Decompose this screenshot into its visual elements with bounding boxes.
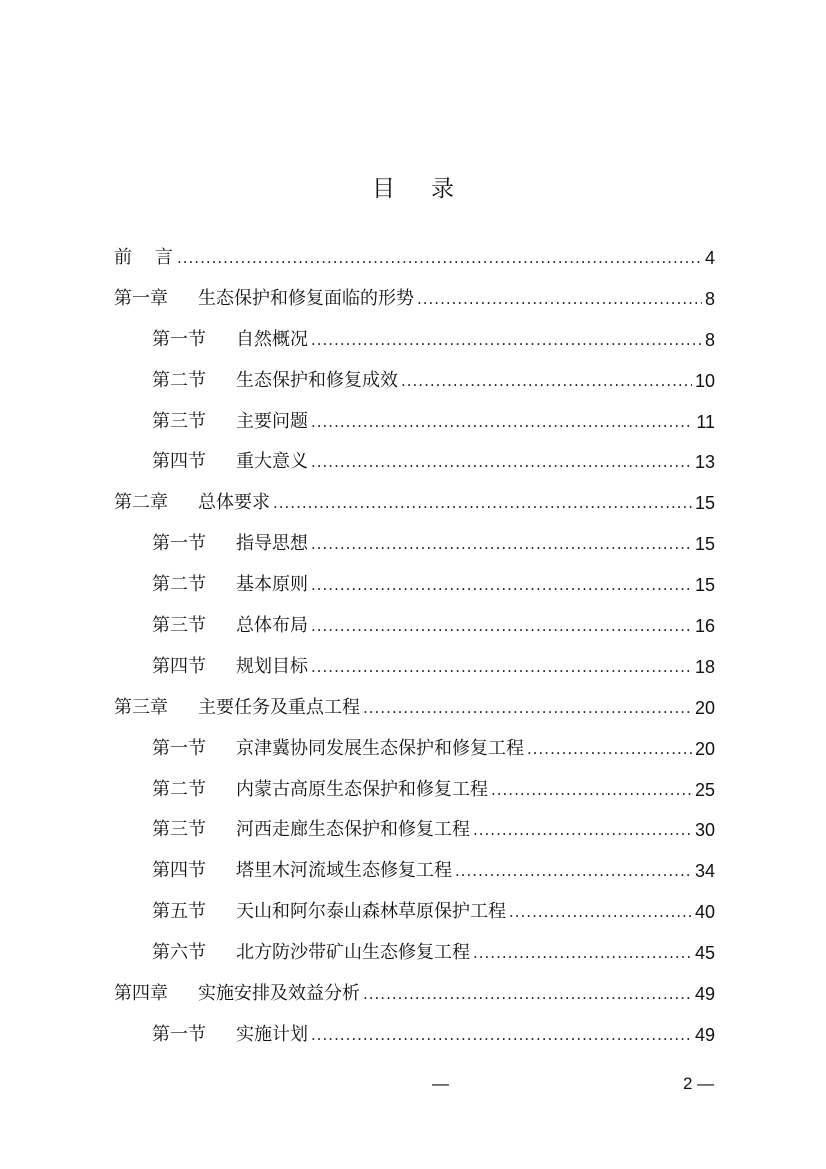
toc-entry-section[interactable] <box>114 729 715 770</box>
toc-leader-dots <box>273 483 692 524</box>
toc-leader-dots <box>527 729 692 770</box>
toc-leader-dots <box>311 606 692 647</box>
toc-entry-text: 天山和阿尔泰山森林草原保护工程 <box>236 901 506 923</box>
toc-leader-dots <box>509 892 692 933</box>
toc-leader-dots <box>363 688 692 729</box>
toc-entry-number: 第四章 <box>114 983 168 1005</box>
toc-leader-dots <box>311 524 692 565</box>
toc-leader-dots <box>473 810 692 851</box>
toc-entry-number: 第二节 <box>152 574 206 596</box>
toc-entry-number: 第一节 <box>152 1023 206 1045</box>
toc-leader-dots <box>311 402 693 443</box>
toc-title-char-1: 目 <box>372 176 395 202</box>
toc-entry-text: 实施计划 <box>236 1023 308 1045</box>
toc-page-number: 15 <box>694 493 715 514</box>
toc-entry-text: 规划目标 <box>236 655 308 677</box>
toc-entry-chapter[interactable] <box>114 688 715 729</box>
toc-leader-dots <box>311 442 692 483</box>
toc-leader-dots <box>401 361 692 402</box>
toc-leader-dots <box>311 647 692 688</box>
toc-entry-text: 主要任务及重点工程 <box>198 696 360 718</box>
toc-page-number: 49 <box>694 984 715 1005</box>
toc-page-number: 11 <box>696 411 715 432</box>
toc-leader-dots <box>311 320 702 361</box>
toc-page-number: 20 <box>694 697 715 718</box>
toc-leader-dots <box>491 770 692 811</box>
toc-entry-section[interactable] <box>114 1015 715 1056</box>
toc-page-number: 15 <box>694 575 715 596</box>
toc-leader-dots <box>363 974 692 1015</box>
footer-dash: — <box>432 1074 449 1093</box>
toc-entry-preface[interactable] <box>114 238 715 279</box>
toc-page-number: 8 <box>704 288 715 309</box>
toc-leader-dots <box>311 1015 692 1056</box>
toc-entry-section[interactable] <box>114 892 715 933</box>
toc-leader-dots <box>311 565 692 606</box>
toc-entry-text: 河西走廊生态保护和修复工程 <box>236 819 470 841</box>
toc-page-number: 18 <box>694 656 715 677</box>
toc-entry-number: 第五节 <box>152 901 206 923</box>
toc-entry-number: 第四节 <box>152 655 206 677</box>
toc-entry-number: 第二节 <box>152 778 206 800</box>
toc-entry-section[interactable] <box>114 320 715 361</box>
toc-entry-chapter[interactable] <box>114 483 715 524</box>
toc-entry-number: 第三节 <box>152 819 206 841</box>
toc-entry-number: 第四节 <box>152 860 206 882</box>
toc-entry-section[interactable] <box>114 770 715 811</box>
toc-entry-text: 京津冀协同发展生态保护和修复工程 <box>236 737 524 759</box>
toc-entry-section[interactable] <box>114 606 715 647</box>
toc-entry-text: 塔里木河流域生态修复工程 <box>236 860 452 882</box>
toc-leader-dots <box>455 851 692 892</box>
toc-page-number: 45 <box>694 943 715 964</box>
toc-entry-label: 前 言 <box>114 247 173 268</box>
toc-entry-number: 第一节 <box>152 328 206 350</box>
toc-page-number: 34 <box>694 861 715 882</box>
toc-page-number: 20 <box>694 738 715 759</box>
toc-leader-dots <box>417 279 702 320</box>
toc-entry-number: 第三节 <box>152 410 206 432</box>
toc-entry-number: 第二章 <box>114 492 168 514</box>
toc-page-number: 15 <box>694 534 715 555</box>
toc-entry-chapter[interactable] <box>114 974 715 1015</box>
toc-entry-number: 第三章 <box>114 696 168 718</box>
toc-entry-number: 第二节 <box>152 369 206 391</box>
toc-entry-text: 主要问题 <box>236 410 308 432</box>
toc-entry-section[interactable] <box>114 933 715 974</box>
toc-page-number: 30 <box>694 820 715 841</box>
toc-entry-section[interactable] <box>114 402 715 443</box>
toc-entry-text: 基本原则 <box>236 574 308 596</box>
toc-entry-text: 总体要求 <box>198 492 270 514</box>
toc-page-number: 40 <box>694 902 715 923</box>
toc-entry-number: 第三节 <box>152 615 206 637</box>
toc-leader-dots <box>177 238 702 279</box>
toc-page-number: 16 <box>694 616 715 637</box>
toc-leader-dots <box>473 933 692 974</box>
toc-page-number: 4 <box>704 248 715 268</box>
toc-entry-number: 第六节 <box>152 942 206 964</box>
toc-title-char-2: 录 <box>431 176 454 202</box>
toc-entry-section[interactable] <box>114 442 715 483</box>
toc-entry-section[interactable] <box>114 565 715 606</box>
toc-entry-text: 重大意义 <box>236 451 308 473</box>
toc-entry-section[interactable] <box>114 810 715 851</box>
toc-entry-number: 第一节 <box>152 533 206 555</box>
toc-entry-text: 内蒙古高原生态保护和修复工程 <box>236 778 488 800</box>
toc-page-number: 10 <box>694 370 715 391</box>
table-of-contents <box>114 238 715 1056</box>
toc-entry-number: 第四节 <box>152 451 206 473</box>
toc-entry-section[interactable] <box>114 851 715 892</box>
toc-entry-text: 生态保护和修复面临的形势 <box>198 287 414 309</box>
toc-entry-section[interactable] <box>114 361 715 402</box>
toc-entry-text: 实施安排及效益分析 <box>198 983 360 1005</box>
toc-entry-number: 第一章 <box>114 287 168 309</box>
toc-entry-chapter[interactable] <box>114 279 715 320</box>
toc-entry-section[interactable] <box>114 524 715 565</box>
toc-entry-number: 第一节 <box>152 737 206 759</box>
toc-page-number: 13 <box>694 452 715 473</box>
toc-entry-text: 北方防沙带矿山生态修复工程 <box>236 942 470 964</box>
toc-entry-text: 自然概况 <box>236 328 308 350</box>
toc-entry-text: 总体布局 <box>236 615 308 637</box>
toc-page-number: 8 <box>704 329 715 350</box>
toc-entry-section[interactable] <box>114 647 715 688</box>
page-number-footer: 2 — <box>683 1074 715 1093</box>
toc-page-number: 49 <box>694 1024 715 1045</box>
toc-page-number: 25 <box>694 779 715 800</box>
toc-title <box>0 170 826 203</box>
toc-entry-text: 生态保护和修复成效 <box>236 369 398 391</box>
toc-entry-text: 指导思想 <box>236 533 308 555</box>
